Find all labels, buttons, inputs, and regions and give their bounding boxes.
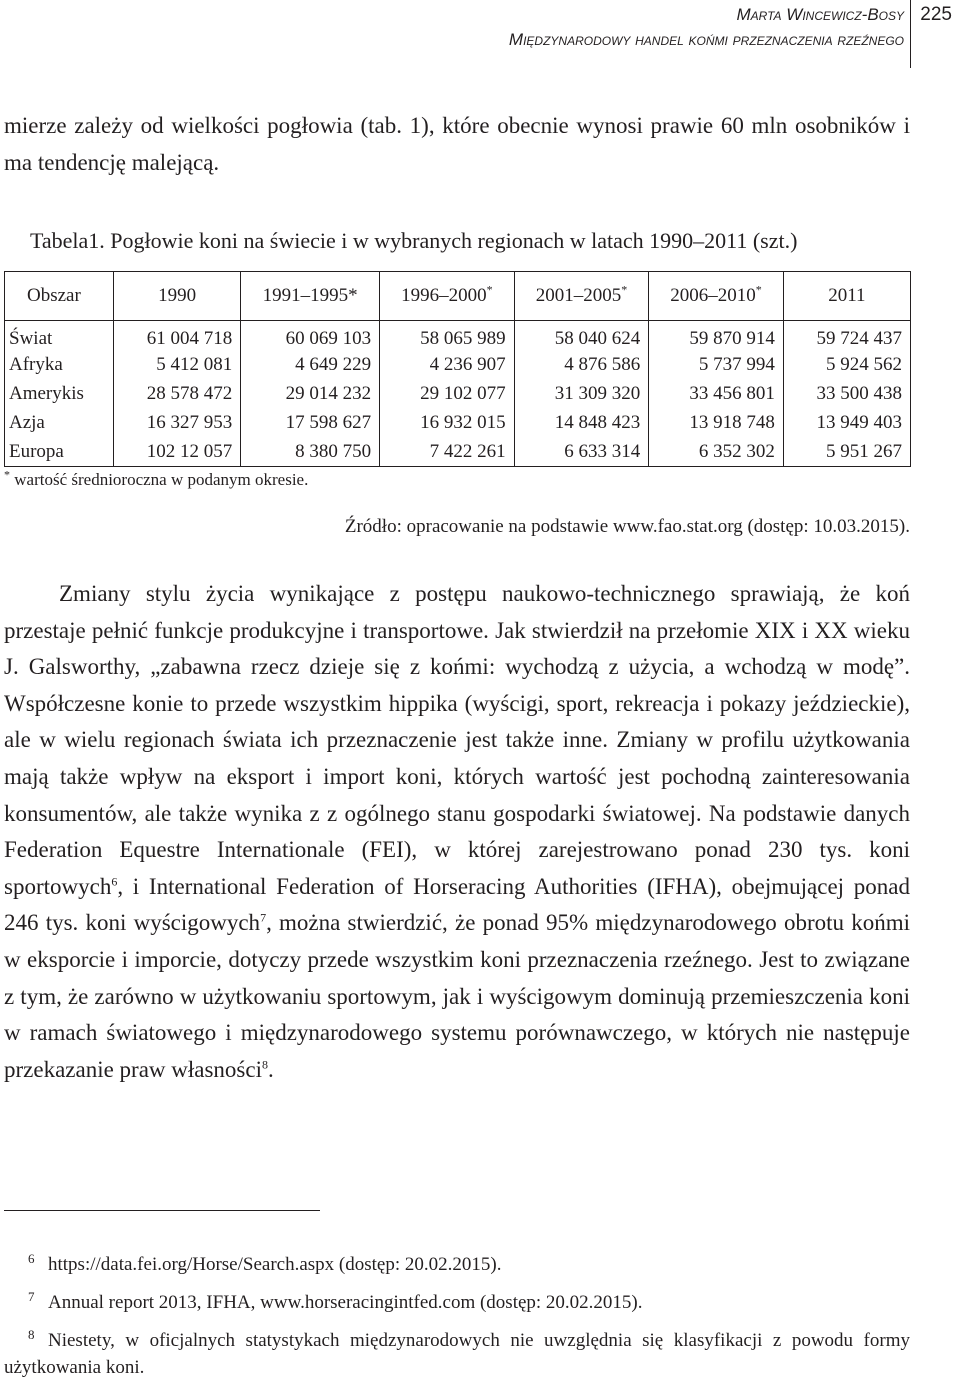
table-cell: 28 578 472 [114,379,241,408]
footnote-7: 7 Annual report 2013, IFHA, www.horseracingintfed.com (dostęp: 20.02.2015). [28,1288,643,1313]
table-cell: 58 065 989 [380,321,515,351]
footnote-ref[interactable]: 6 [111,874,118,889]
table-cell: 13 949 403 [783,408,910,437]
table-cell: Afryka [5,350,114,379]
table-cell: Świat [5,321,114,351]
running-header-text [509,2,904,52]
table-caption: Tabela1. Pogłowie koni na świecie i w wybranych regionach w latach 1990–2011 (szt.) [30,228,798,253]
table-note [4,467,309,490]
footnote-ref[interactable]: 8 [262,1057,268,1072]
footnote-text: https://data.fei.org/Horse/Search.aspx (dostęp: 20.02.2015). [48,1254,502,1275]
asterisk-mark: * [621,282,628,297]
header-title: Międzynarodowy handel końmi przeznaczenia rzeźnego [508,30,904,49]
table-cell: Europa [5,437,114,467]
table-cell: 61 004 718 [114,321,241,351]
table-cell: 6 352 302 [649,437,784,467]
table-header-cell: 1991–1995* [241,272,380,321]
table-row [5,437,911,467]
table-row [5,350,911,379]
table-header-cell: 2001–2005* [514,272,649,321]
table-source: Źródło: opracowanie na podstawie www.fao.stat.org (dostęp: 10.03.2015). [344,516,910,537]
footnote-text: Niestety, w oficjalnych statystykach międzynarodowych nie uwzględnia się klasyfikacji z powodu formy użytkowania koni. [4,1330,910,1378]
footnote-divider [4,1210,320,1211]
table-header-row [5,272,911,321]
footnote-6: 6 https://data.fei.org/Horse/Search.aspx (dostęp: 20.02.2015). [28,1250,502,1275]
asterisk-mark: * [486,282,493,297]
header-author: Marta Wincewicz-Bosy [736,5,904,24]
table-cell: 4 236 907 [380,350,515,379]
table-cell: 33 500 438 [783,379,910,408]
asterisk-mark: * [755,282,762,297]
table-header-cell: 2006–2010* [649,272,784,321]
table-row [5,408,911,437]
body-paragraph: Zmiany stylu życia wynikające z postępu naukowo-technicznego sprawiają, że koń przestaje pełnić funkcje produkcyjne i transportowe. Jak stwierdził na przełomie XIX i XX wieku J. Galsworthy, „zabawna rzecz dzieje się z końmi: wychodzą z użycia, a wchodzą w modę”. Współczesne konie to przede wszystkim hippika (wyścigi, sport, rekreacja i pokazy jeździeckie), ale w wielu regionach świata ich przeznaczenie jest także inne. Zmiany w profilu użytkowania mają także wpływ na eksport i import koni, których wartość jest pochodną zainteresowania konsumentów, ale także wynika z z ogólnego stanu gospodarki światowej. Na podstawie danych Federation Equestre Internationale (FEI), w której zarejestrowano ponad 230 tys. koni sportowych$^6$, i International Federation of Horseracing Authorities (IFHA), obejmującej ponad 246 tys. koni wyścigowych$^7$, można stwierdzić, że ponad 95% międzynarodowego obrotu końmi w eksporcie i imporcie, dotyczy przede wszystkim koni przeznaczenia rzeźnego. Jest to związane z tym, że zarówno w użytkowaniu sportowym, jak i wyścigowym dominują przemieszczenia koni w ramach światowego i międzynarodowego systemu porównawczego, w których nie następuje przekazanie praw własności$^8$. [4,581,910,1082]
table-cell: 59 724 437 [783,321,910,351]
table-cell: 58 040 624 [514,321,649,351]
table-cell: 60 069 103 [241,321,380,351]
table-cell: 5 951 267 [783,437,910,467]
table-cell: 5 924 562 [783,350,910,379]
asterisk-mark: * [4,467,10,482]
table-cell: 29 102 077 [380,379,515,408]
table-cell: 7 422 261 [380,437,515,467]
table-header-cell: Obszar [5,272,114,321]
table-cell: Amerykis [5,379,114,408]
footnote-ref[interactable]: 7 [260,910,267,925]
table-cell: 31 309 320 [514,379,649,408]
table-header-cell: 2011 [783,272,910,321]
table-header-cell: 1996–2000* [380,272,515,321]
table-cell: 102 12 057 [114,437,241,467]
table-cell: 59 870 914 [649,321,784,351]
intro-paragraph: mierze zależy od wielkości pogłowia (tab. 1), które obecnie wynosi prawie 60 mln osobników i ma tendencję malejącą. [4,113,910,175]
table-cell: 6 633 314 [514,437,649,467]
table-cell: 8 380 750 [241,437,380,467]
running-header [0,0,960,70]
table-cell: Azja [5,408,114,437]
page-number: 225 [920,4,952,25]
table-cell: 17 598 627 [241,408,380,437]
table-row [5,321,911,351]
horse-population-table [4,271,911,467]
table-row [5,379,911,408]
table-cell: 4 649 229 [241,350,380,379]
table-cell: 5 412 081 [114,350,241,379]
table-cell: 16 327 953 [114,408,241,437]
header-divider [910,0,911,68]
table-cell: 33 456 801 [649,379,784,408]
footnote-text: Annual report 2013, IFHA, www.horseracingintfed.com (dostęp: 20.02.2015). [48,1292,643,1313]
table-cell: 29 014 232 [241,379,380,408]
table-cell: 13 918 748 [649,408,784,437]
table-cell: 5 737 994 [649,350,784,379]
table-cell: 14 848 423 [514,408,649,437]
footnote-8: 8 Niestety, w oficjalnych statystykach międzynarodowych nie uwzględnia się klasyfikacji z powodu formy użytkowania koni. [4,1326,910,1378]
table-note-text: wartość średnioroczna w podanym okresie. [14,470,309,489]
table-header-cell: 1990 [114,272,241,321]
table-cell: 16 932 015 [380,408,515,437]
table-cell: 4 876 586 [514,350,649,379]
